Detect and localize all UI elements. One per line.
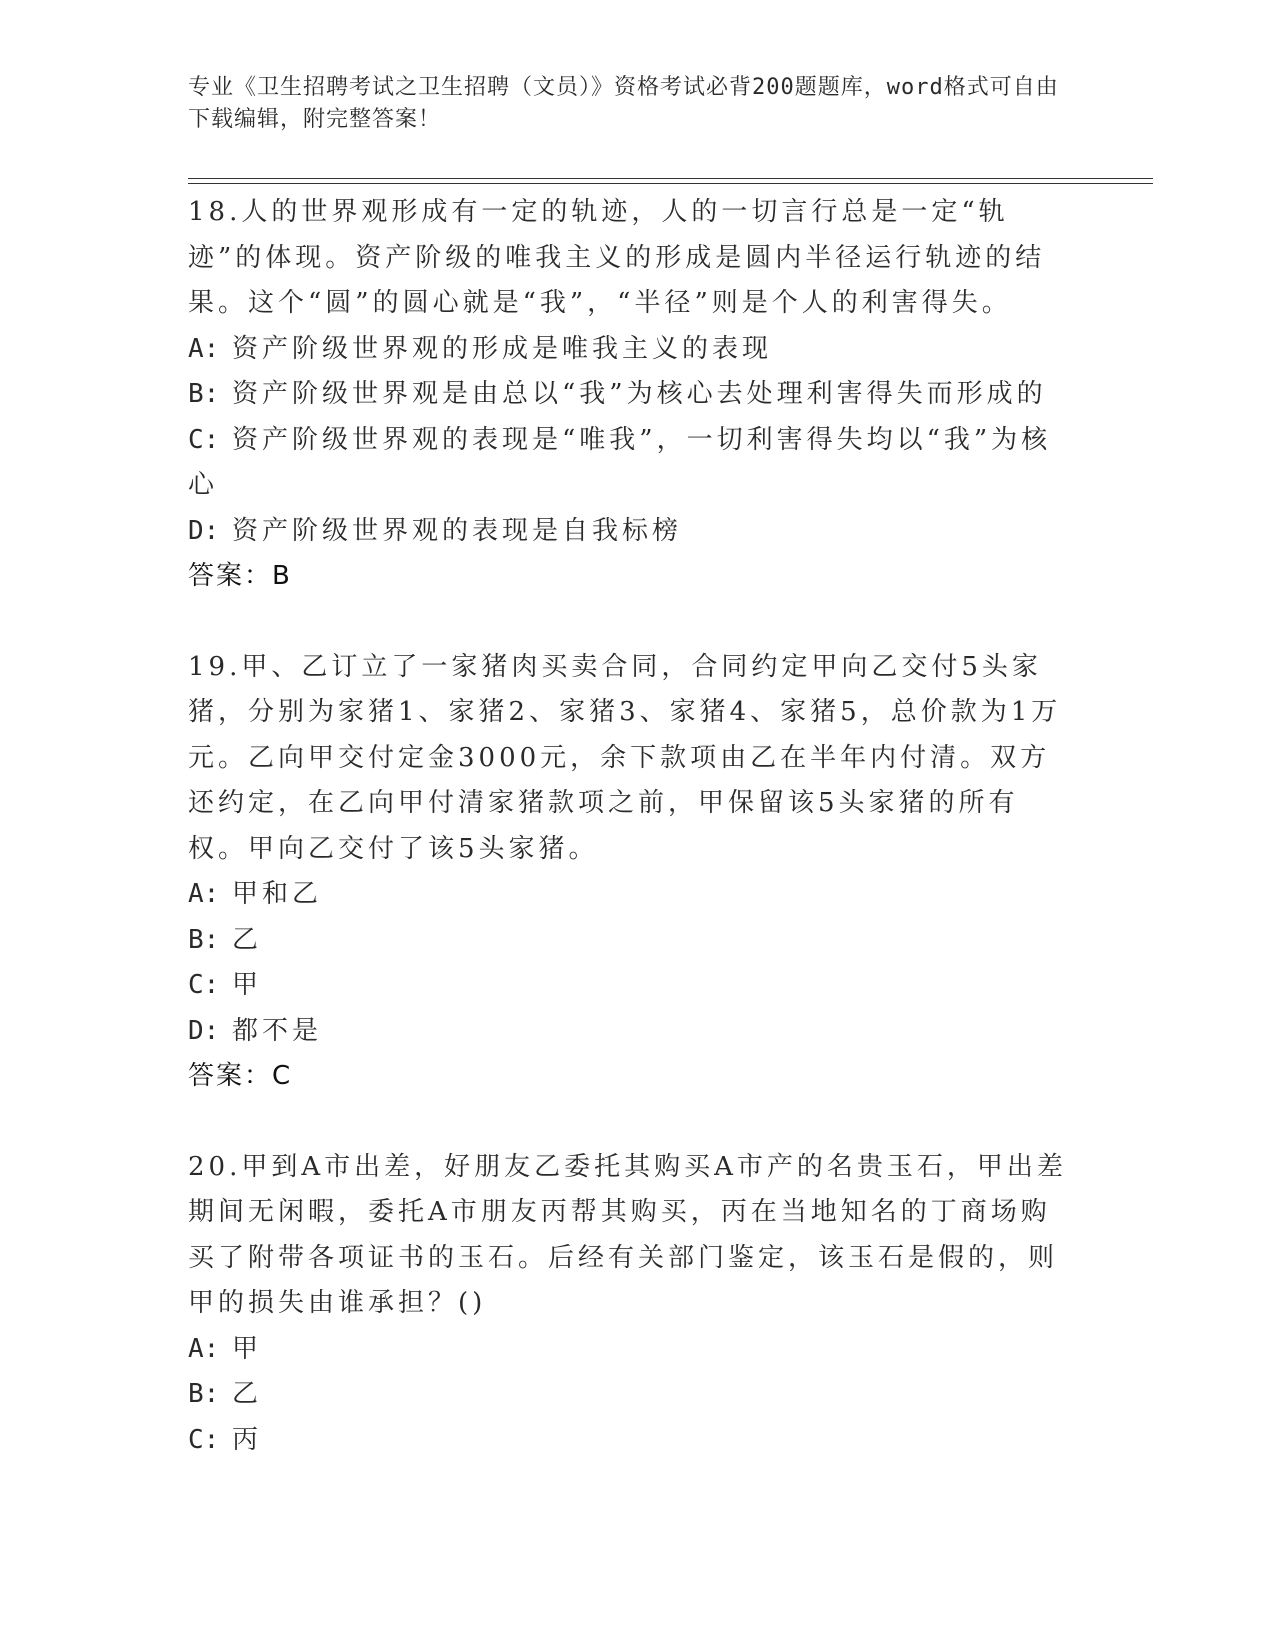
option-b xyxy=(188,1372,1078,1418)
option-d xyxy=(188,1009,1078,1055)
option-a xyxy=(188,872,1078,918)
question-stem: 18.人的世界观形成有一定的轨迹，人的一切言行总是一定“轨迹”的体现。资产阶级的唯我主义的形成是圆内半径运行轨迹的结果。这个“圆”的圆心就是“我”，“半径”则是个人的利害得失。 xyxy=(188,197,1046,318)
option-text: 甲和乙 xyxy=(232,879,323,909)
option-c xyxy=(188,418,1078,509)
header-rule-top xyxy=(188,178,1153,179)
option-text: 甲 xyxy=(232,970,263,1000)
question-stem: 20.甲到A市出差，好朋友乙委托其购买A市产的名贵玉石，甲出差期间无闲暇，委托A市朋友丙帮其购买，丙在当地知名的丁商场购买了附带各项证书的玉石。后经有关部门鉴定，该玉石是假的，则甲的损失由谁承担？() xyxy=(188,1151,1067,1318)
option-text: 资产阶级世界观是由总以“我”为核心去处理利害得失而形成的 xyxy=(232,379,1047,409)
option-letter: B: xyxy=(188,924,220,955)
option-d xyxy=(188,509,1078,555)
option-letter: A: xyxy=(188,1333,220,1364)
question-stem: 19.甲、乙订立了一家猪肉买卖合同，合同约定甲向乙交付5头家猪，分别为家猪1、家猪2、家猪3、家猪4、家猪5，总价款为1万元。乙向甲交付定金3000元，余下款项由乙在半年内付清。双方还约定，在乙向甲付清家猪款项之前，甲保留该5头家猪的所有权。甲向乙交付了该5头家猪。 xyxy=(188,651,1062,864)
option-b xyxy=(188,918,1078,964)
option-letter: C: xyxy=(188,1424,220,1455)
question-list xyxy=(188,190,1078,1508)
question-20 xyxy=(188,1145,1078,1464)
option-text: 资产阶级世界观的表现是“唯我”，一切利害得失均以“我”为核心 xyxy=(188,424,1052,500)
question-19 xyxy=(188,645,1078,1100)
header-rule-bottom xyxy=(188,183,1153,184)
answer-label: 答案：C xyxy=(188,1061,293,1091)
answer-label: 答案：B xyxy=(188,561,292,591)
option-letter: A: xyxy=(188,879,220,909)
question-18 xyxy=(188,190,1078,600)
option-text: 丙 xyxy=(232,1424,263,1455)
option-text: 都不是 xyxy=(232,1015,323,1046)
option-a xyxy=(188,1327,1078,1373)
option-a xyxy=(188,327,1078,373)
option-letter: B: xyxy=(188,379,220,409)
option-letter: D: xyxy=(188,515,220,546)
option-c xyxy=(188,963,1078,1009)
option-text: 甲 xyxy=(232,1333,263,1364)
option-letter: C: xyxy=(188,424,220,455)
option-text: 资产阶级世界观的形成是唯我主义的表现 xyxy=(232,333,773,364)
option-c xyxy=(188,1418,1078,1464)
option-letter: A: xyxy=(188,333,220,364)
option-text: 资产阶级世界观的表现是自我标榜 xyxy=(232,515,683,546)
option-letter: C: xyxy=(188,970,220,1000)
option-letter: B: xyxy=(188,1379,220,1409)
option-b xyxy=(188,372,1078,418)
option-text: 乙 xyxy=(232,924,263,955)
option-letter: D: xyxy=(188,1015,220,1046)
document-header: 专业《卫生招聘考试之卫生招聘（文员）》资格考试必背200题题库，word格式可自由下载编辑，附完整答案！ xyxy=(188,75,1059,132)
option-text: 乙 xyxy=(232,1379,263,1409)
